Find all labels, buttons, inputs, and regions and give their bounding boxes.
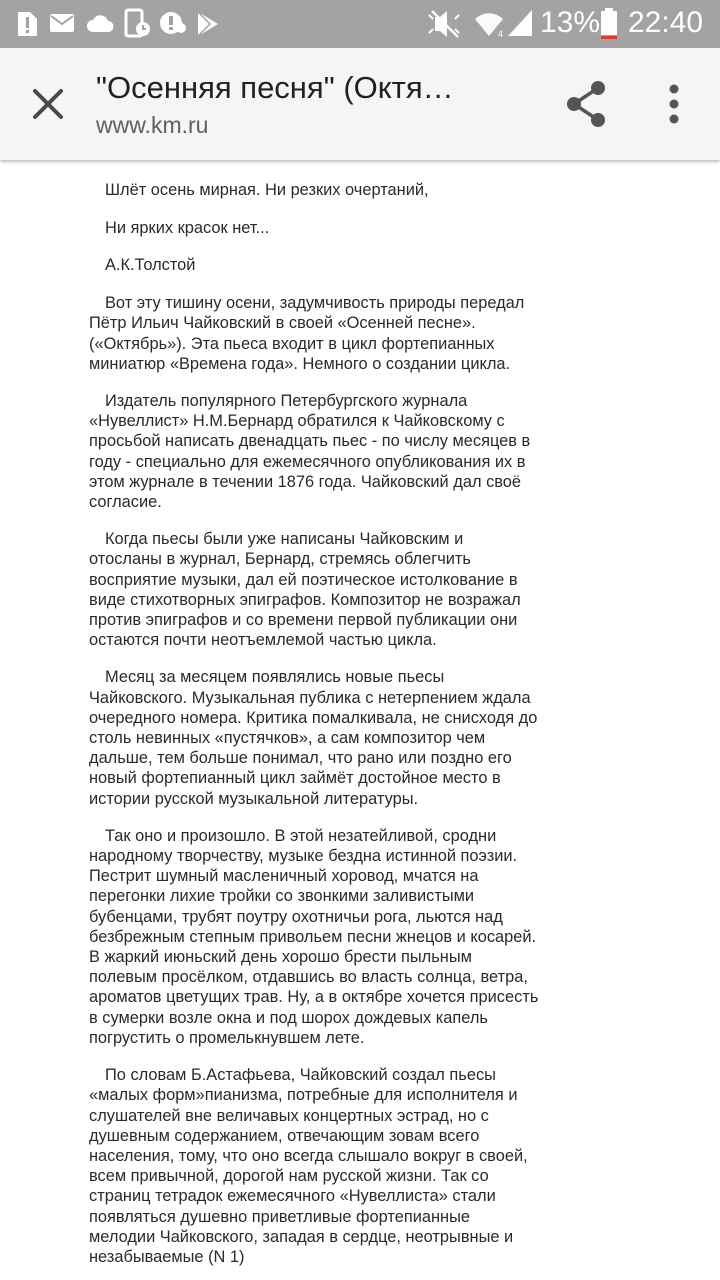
svg-text:4: 4 [498, 29, 504, 38]
more-options-button[interactable] [646, 76, 702, 132]
verse-line: Ни ярких красок нет... [105, 218, 270, 237]
clock: 22:40 [628, 6, 704, 39]
battery-icon [600, 8, 618, 40]
battery-percent: 13% [540, 6, 601, 39]
paragraph: По словам Б.Астафьева, Чайковский создал пьесы «малых форм»пианизма, потребные для исполнителя и слушателей вне величавых концертных эстрад, но с душевным содержанием, отвечающим зовам всего населения, тому, что оно всегда слышало вокруг в своей, всем привычной, дорогой нам русской жизни. Так со страниц тетрадок ежемесячного «Нувеллиста» стали появляться душевно приветливые фортепианные мелодии Чайковского, западая в сердце, неотрывные и незабываемые (N 1) [89, 1066, 528, 1266]
close-button[interactable] [18, 74, 78, 134]
custom-tab-toolbar [0, 48, 720, 160]
close-icon [18, 74, 78, 134]
paragraph: Так оно и произошло. В этой незатейливой, сродни народному творчеству, музыке бездна истинной поэзии. Пестрит шумный масленичный хоровод, мчатся на перегонки лихие тройки со звонкими заливистыми бубенцами, трубят поутру охотничьи рога, льются над безбрежным степным привольем песни жнецов и косарей. В жаркий июньский день хорошо брести пыльным полевым просёлком, отдавшись во власть солнца, ветра, ароматов цветущих трав. Ну, а в октябре хочется присесть в сумерки возле окна и под шорох дождевых капель погрустить о промелькнувшем лете. [89, 826, 539, 1047]
paragraph: Вот эту тишину осени, задумчивость природы передал Пётр Ильич Чайковский в своей «Осенней песне». («Октябрь»). Эта пьеса входит в цикл фортепианных миниатюр «Времена года». Немного о создании цикла. [89, 294, 525, 373]
page-title: "Осенняя песня" (Октя… [96, 70, 454, 105]
page-url: www.km.ru [96, 112, 209, 138]
play-store-icon [196, 11, 220, 37]
signal-icon [506, 8, 534, 38]
warning-icon [16, 11, 38, 37]
more-vert-icon [646, 76, 702, 132]
verse-author: А.К.Толстой [105, 256, 196, 275]
paragraph: Когда пьесы были уже написаны Чайковским и отосланы в журнал, Бернард, стремясь облегчить восприятие музыки, дал ей поэтическое истолкование в виде стихотворных эпиграфов. Композитор не возражал против эпиграфов и со времени первой публикации они остаются почти неотъемлемой частью цикла. [89, 530, 521, 650]
article-body [89, 160, 539, 1280]
mail-icon [49, 13, 75, 33]
page-content[interactable] [0, 160, 720, 1280]
status-bar [0, 0, 720, 48]
verse-cut-line [89, 160, 539, 162]
phone-clock-icon [124, 8, 152, 38]
paragraph: Издатель популярного Петербургского журнала «Нувеллист» Н.М.Бернард обратился к Чайковскому с просьбой написать двенадцать пьес - по числу месяцев в году - специально для ежемесячного опубликования их в этом журнале в течении 1876 года. Чайковский дал своё согласие. [89, 392, 531, 512]
share-button[interactable] [560, 76, 616, 132]
cloud-icon [86, 13, 114, 33]
paragraph: Месяц за месяцем появлялись новые пьесы Чайковского. Музыкальная публика с нетерпением ждала очередного номера. Критика помалкивала, не снисходя до столь невинных «пустячков», а сам композитор чем дальше, тем больше понимал, что рано или поздно его новый фортепианный цикл займёт достойное место в истории русской музыкальной литературы. [89, 668, 538, 808]
mute-icon [426, 9, 464, 39]
verse-line: Шлёт осень мирная. Ни резких очертаний, [105, 180, 429, 199]
share-icon [560, 76, 616, 132]
alert-cloud-icon [159, 10, 187, 36]
wifi-icon [474, 8, 504, 38]
